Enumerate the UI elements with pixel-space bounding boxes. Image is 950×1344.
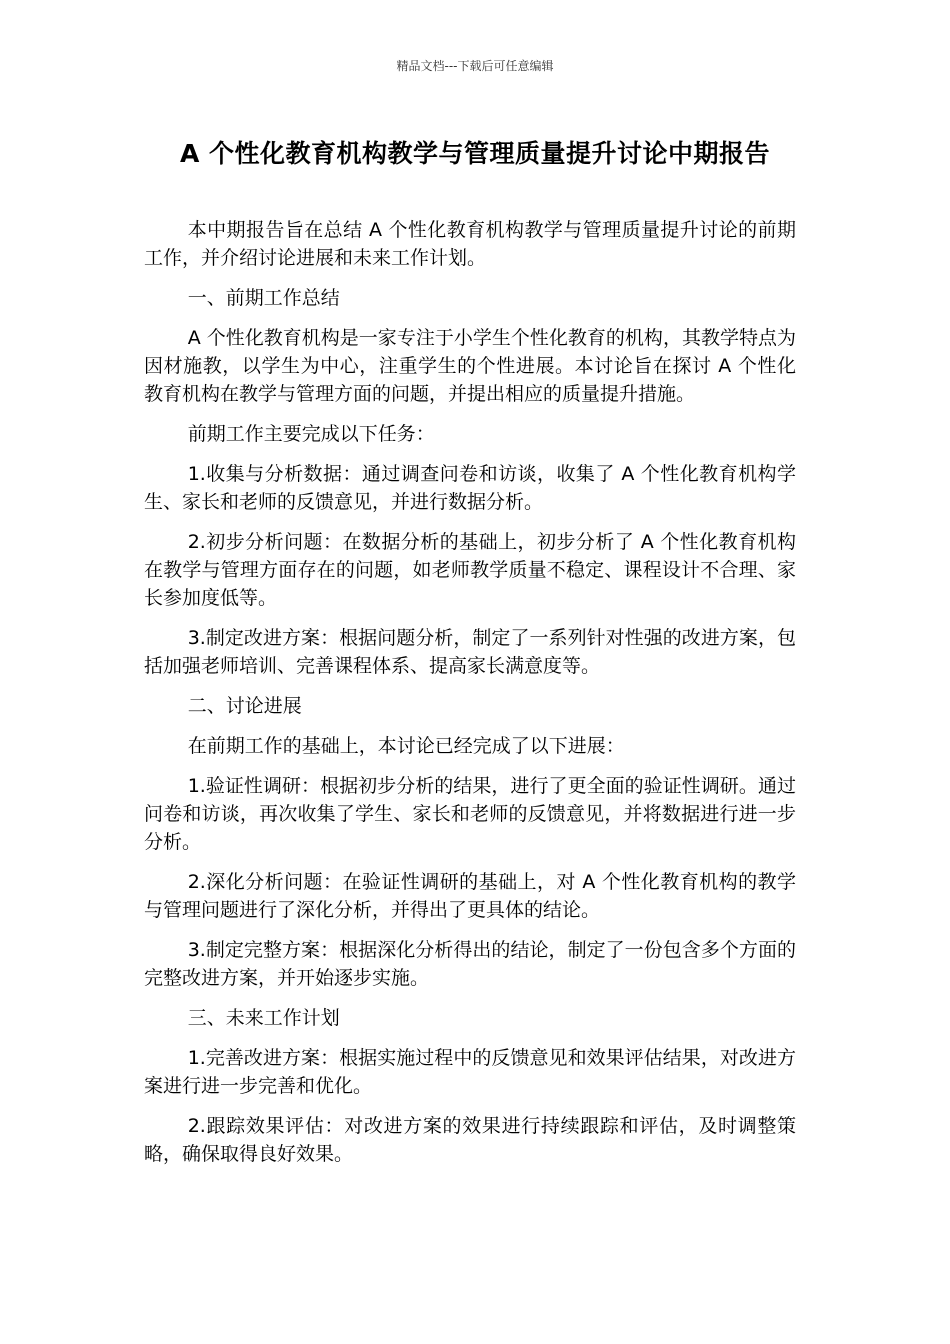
page-header: 精品文档---下载后可任意编辑 — [396, 59, 554, 73]
list-item: 1.完善改进方案：根据实施过程中的反馈意见和效果评估结果，对改进方案进行进一步完善和优化。 — [144, 1047, 796, 1097]
list-item: 3.制定改进方案：根据问题分析，制定了一系列针对性强的改进方案，包括加强老师培训、完善课程体系、提高家长满意度等。 — [144, 627, 796, 677]
section-heading-plan: 三、未来工作计划 — [187, 1007, 340, 1029]
body-paragraph: 前期工作主要完成以下任务： — [187, 423, 435, 445]
list-item: 3.制定完整方案：根据深化分析得出的结论，制定了一份包含多个方面的完整改进方案，并开始逐步实施。 — [144, 939, 796, 989]
section-heading-progress: 二、讨论进展 — [187, 695, 302, 717]
list-item: 1.收集与分析数据：通过调查问卷和访谈，收集了 A 个性化教育机构学生、家长和老师的反馈意见，并进行数据分析。 — [144, 463, 796, 513]
list-item: 1.验证性调研：根据初步分析的结果，进行了更全面的验证性调研。通过问卷和访谈，再次收集了学生、家长和老师的反馈意见，并将数据进行进一步分析。 — [144, 775, 796, 853]
list-item: 2.跟踪效果评估：对改进方案的效果进行持续跟踪和评估，及时调整策略，确保取得良好效果。 — [144, 1115, 796, 1165]
body-paragraph: 在前期工作的基础上，本讨论已经完成了以下进展： — [187, 735, 625, 757]
document-title: A 个性化教育机构教学与管理质量提升讨论中期报告 — [179, 139, 771, 168]
document-body — [144, 216, 796, 1180]
section-heading-summary: 一、前期工作总结 — [187, 287, 340, 309]
list-item: 2.深化分析问题：在验证性调研的基础上，对 A 个性化教育机构的教学与管理问题进行了深化分析，并得出了更具体的结论。 — [144, 871, 796, 921]
body-paragraph: A 个性化教育机构是一家专注于小学生个性化教育的机构，其教学特点为因材施教，以学生为中心，注重学生的个性进展。本讨论旨在探讨 A 个性化教育机构在教学与管理方面的问题，并提出相应的质量提升措施。 — [144, 327, 796, 405]
intro-paragraph: 本中期报告旨在总结 A 个性化教育机构教学与管理质量提升讨论的前期工作，并介绍讨论进展和未来工作计划。 — [144, 219, 796, 269]
list-item: 2.初步分析问题：在数据分析的基础上，初步分析了 A 个性化教育机构在教学与管理方面存在的问题，如老师教学质量不稳定、课程设计不合理、家长参加度低等。 — [144, 531, 796, 609]
